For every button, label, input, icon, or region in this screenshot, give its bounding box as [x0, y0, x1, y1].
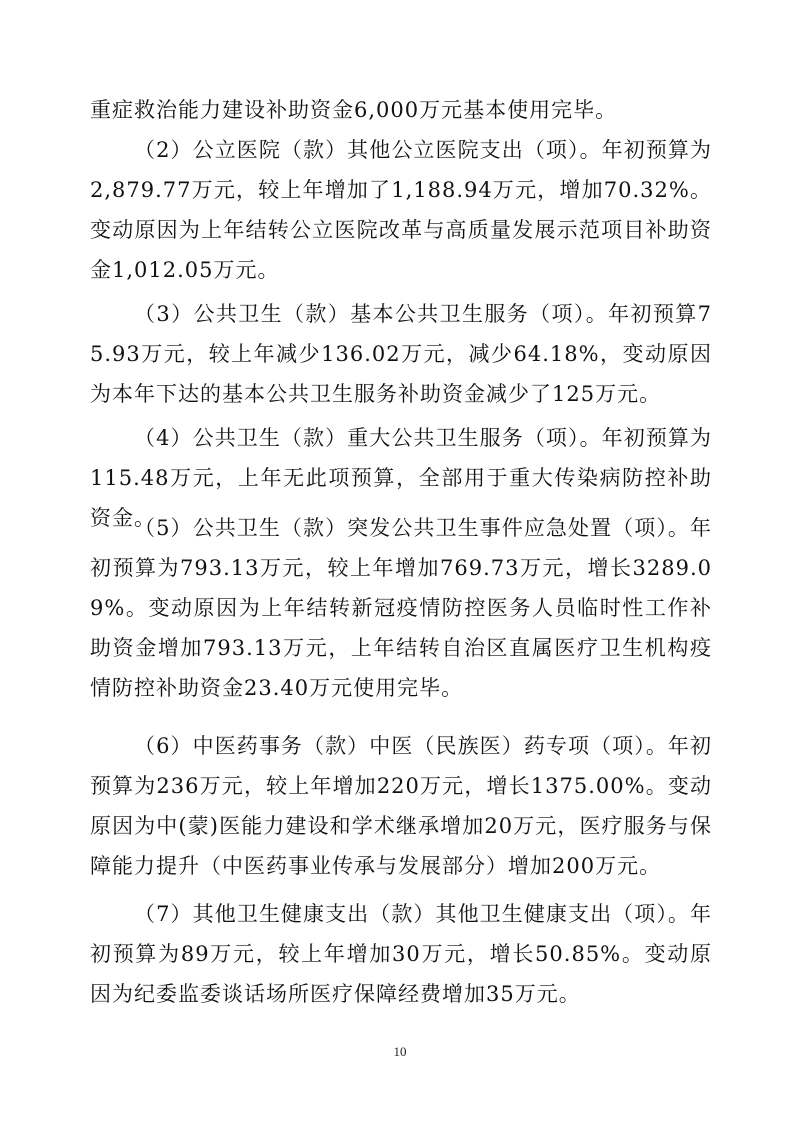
paragraph-item-3-basic-public-health: （3）公共卫生（款）基本公共卫生服务（项）。年初预算75.93万元，较上年减少136.02万元，减少64.18%，变动原因为本年下达的基本公共卫生服务补助资金减少了125万元。 [90, 302, 712, 406]
paragraph-item-4-major-public-health: （4）公共卫生（款）重大公共卫生服务（项）。年初预算为115.48万元，上年无此项预算，全部用于重大传染病防控补助资金。 [90, 426, 712, 530]
page-number: 10 [393, 1044, 407, 1059]
paragraph-item-6-traditional-medicine: （6）中医药事务（款）中医（民族医）药专项（项）。年初预算为236万元，较上年增加220万元，增长1375.00%。变动原因为中(蒙)医能力建设和学术继承增加20万元，医疗服务与保障能力提升（中医药事业传承与发展部分）增加200万元。 [90, 734, 712, 878]
paragraph-item-2-public-hospital: （2）公立医院（款）其他公立医院支出（项）。年初预算为2,879.77万元，较上年增加了1,188.94万元，增加70.32%。变动原因为上年结转公立医院改革与高质量发展示范项目补助资金1,012.05万元。 [90, 138, 712, 282]
paragraph-continuation: 重症救治能力建设补助资金6,000万元基本使用完毕。 [90, 98, 618, 122]
paragraph-item-7-other-health: （7）其他卫生健康支出（款）其他卫生健康支出（项）。年初预算为89万元，较上年增加30万元，增长50.85%。变动原因为纪委监委谈话场所医疗保障经费增加35万元。 [90, 902, 712, 1006]
paragraph-item-5-emergency-response: （5）公共卫生（款）突发公共卫生事件应急处置（项）。年初预算为793.13万元，较上年增加769.73万元，增长3289.09%。变动原因为上年结转新冠疫情防控医务人员临时性工作补助资金增加793.13万元，上年结转自治区直属医疗卫生机构疫情防控补助资金23.40万元使用完毕。 [90, 516, 712, 700]
